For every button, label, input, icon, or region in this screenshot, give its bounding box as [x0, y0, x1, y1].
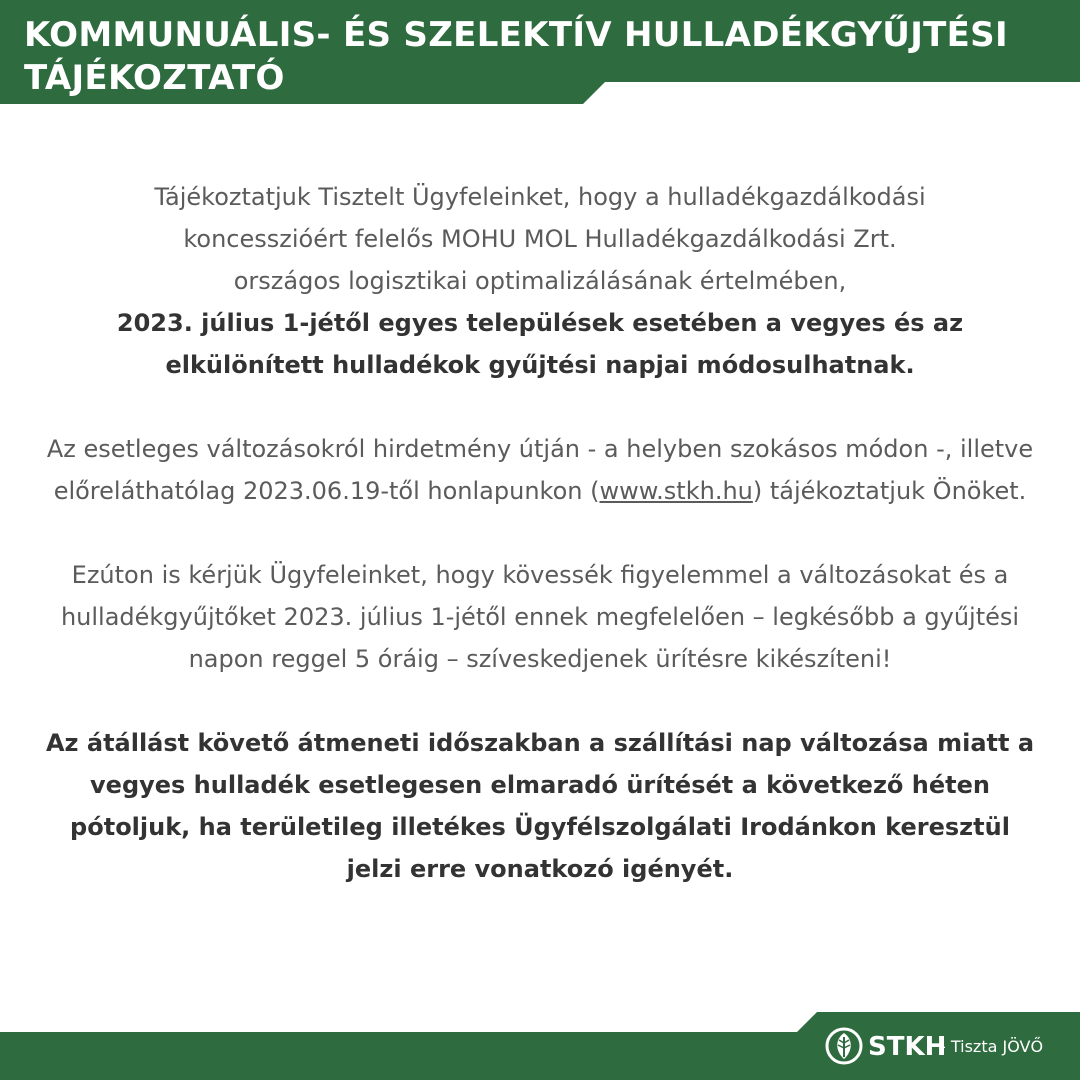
intro-highlight: 2023. július 1-jétől egyes települések esetében a vegyes és az elkülönített hulladékok gyűjtési napjai módosulhatnak. [116, 309, 964, 379]
header-banner [0, 0, 1080, 104]
paragraph-announcement [40, 428, 1040, 512]
tagline: - Tiszta JÖVŐ [940, 1037, 1044, 1056]
website-link[interactable]: www.stkh.hu [599, 477, 753, 505]
intro-line-2: koncesszióért felelős MOHU MOL Hulladékgazdálkodási Zrt. [183, 225, 897, 253]
leaf-badge-icon [824, 1026, 864, 1066]
announcement-text-after: ) tájékoztatjuk Önöket. [752, 477, 1027, 505]
paragraph-request: Ezúton is kérjük Ügyfeleinket, hogy kövessék figyelemmel a változásokat és a hulladékgyűjtőket 2023. július 1-jétől ennek megfelelően – legkésőbb a gyűjtési napon reggel 5 óráig – szíveskedjenek ürítésre kikészíteni! [60, 561, 1020, 673]
page-title: KOMMUNUÁLIS- ÉS SZELEKTÍV HULLADÉKGYŰJTÉSI TÁJÉKOZTATÓ [24, 15, 1008, 98]
intro-line-3: országos logisztikai optimalizálásának értelmében, [233, 267, 847, 295]
announcement-text-before: Az esetleges változásokról hirdetmény útján - a helyben szokásos módon -, illetve előreláthatólag 2023.06.19-től honlapunkon ( [46, 435, 1034, 505]
logo-text: STKH [868, 1032, 947, 1062]
paragraph-transition: Az átállást követő átmeneti időszakban a szállítási nap változása miatt a vegyes hulladék esetlegesen elmaradó ürítését a következő héten pótoljuk, ha területileg illetékes Ügyfélszolgálati Irodánkon keresztül jelzi erre vonatkozó igényét. [45, 729, 1035, 883]
intro-line-1: Tájékoztatjuk Tisztelt Ügyfeleinket, hogy a hulladékgazdálkodási [154, 183, 926, 211]
paragraph-intro [40, 176, 1040, 386]
notice-body [40, 176, 1040, 890]
